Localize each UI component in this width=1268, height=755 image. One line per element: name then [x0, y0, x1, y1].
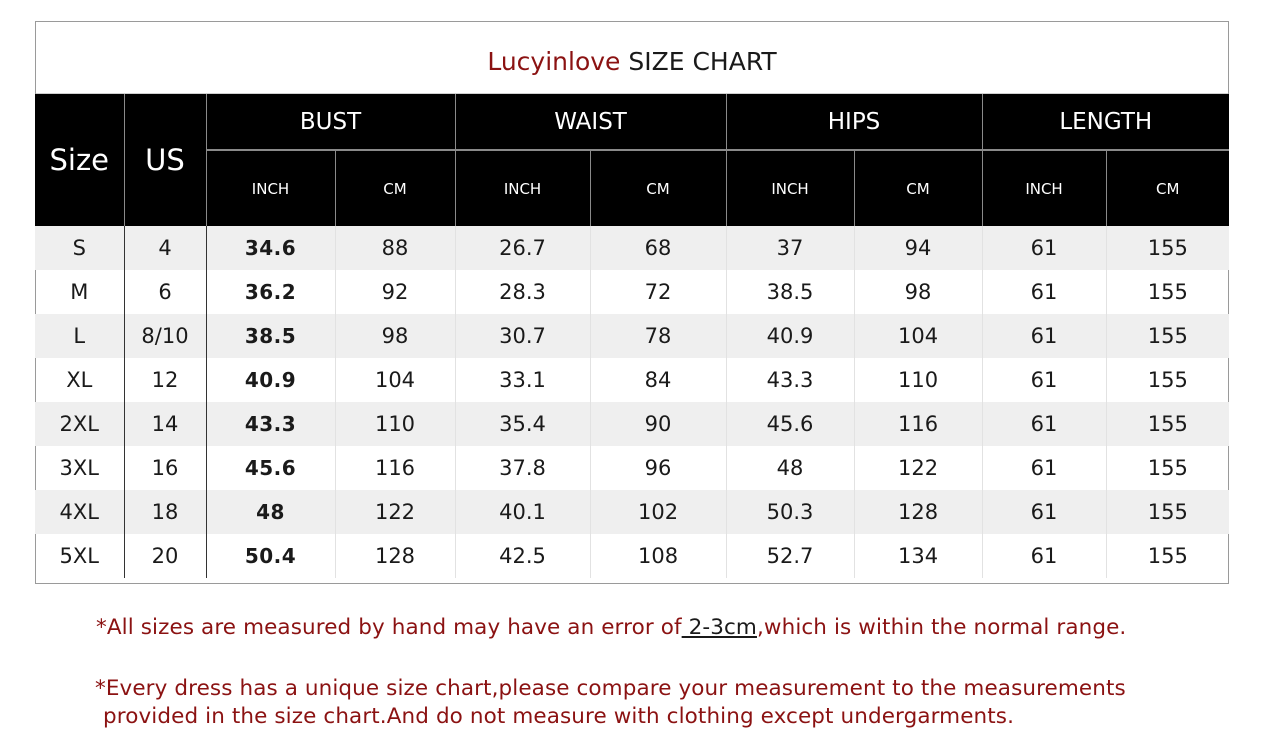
- measurement-cell: 50.3: [726, 490, 854, 534]
- measurement-cell: 84: [590, 358, 726, 402]
- measurement-cell: 122: [854, 446, 982, 490]
- size-cell: 2XL: [35, 402, 124, 446]
- measurement-cell: 104: [335, 358, 455, 402]
- measurement-cell: 94: [854, 226, 982, 270]
- measurement-cell: 78: [590, 314, 726, 358]
- measurement-cell: 155: [1106, 226, 1229, 270]
- measurement-cell: 61: [982, 490, 1106, 534]
- measurement-cell: 26.7: [455, 226, 590, 270]
- measurement-cell: 40.9: [206, 358, 335, 402]
- size-cell: 5XL: [35, 534, 124, 578]
- hips-header: HIPS: [726, 94, 982, 150]
- measurement-cell: 155: [1147, 544, 1188, 568]
- measurement-cell: 90: [590, 402, 726, 446]
- measurement-cell: 34.6: [206, 226, 335, 270]
- measurement-cell: 92: [335, 270, 455, 314]
- measurement-cell: 134: [854, 534, 982, 578]
- measurement-cell: 155: [1147, 368, 1188, 392]
- unit-header: CM: [854, 150, 982, 226]
- measurement-cell: 72: [590, 270, 726, 314]
- measurement-cell: 43.3: [206, 402, 335, 446]
- unit-header: CM: [590, 150, 726, 226]
- measurement-cell: 104: [854, 314, 982, 358]
- measurement-cell: 33.1: [455, 358, 590, 402]
- size-cell: L: [35, 314, 124, 358]
- compare-note-line1: *Every dress has a unique size chart,please compare your measurement to the measurements: [95, 676, 1126, 701]
- measurement-cell: 61: [982, 226, 1106, 270]
- measurement-cell: 110: [854, 358, 982, 402]
- size-table: [35, 94, 1229, 578]
- measurement-cell: 122: [335, 490, 455, 534]
- compare-note-line2: provided in the size chart.And do not measure with clothing except undergarments.: [103, 704, 1015, 729]
- unit-header: INCH: [206, 150, 335, 226]
- table-row: [35, 270, 1229, 314]
- us-cell: 6: [124, 270, 206, 314]
- us-cell: 8/10: [124, 314, 206, 358]
- measurement-cell: 61: [982, 358, 1106, 402]
- us-cell: 14: [124, 402, 206, 446]
- measurement-cell: 155: [1106, 314, 1229, 358]
- measurement-cell: 38.5: [726, 270, 854, 314]
- measurement-cell: 37: [726, 226, 854, 270]
- measurement-cell: 68: [590, 226, 726, 270]
- measurement-cell: 52.7: [726, 534, 854, 578]
- table-row: [35, 226, 1229, 270]
- measurement-cell: 28.3: [455, 270, 590, 314]
- chart-title: [36, 22, 1228, 94]
- measurement-cell: 155: [1147, 456, 1188, 480]
- measurement-cell: 155: [1147, 280, 1188, 304]
- measurement-cell: 30.7: [455, 314, 590, 358]
- measurement-cell: 42.5: [455, 534, 590, 578]
- measurement-cell: 40.9: [726, 314, 854, 358]
- us-cell: 4: [124, 226, 206, 270]
- bust-header: BUST: [206, 94, 455, 150]
- unit-header: INCH: [455, 150, 590, 226]
- measurement-cell: 61: [982, 314, 1106, 358]
- measurement-cell: 61: [982, 534, 1106, 578]
- size-cell: 3XL: [35, 446, 124, 490]
- table-row: [35, 314, 1229, 358]
- measurement-cell: 48: [726, 446, 854, 490]
- table-row: [35, 402, 1229, 446]
- measurement-cell: 40.1: [455, 490, 590, 534]
- title-text: SIZE CHART: [620, 47, 777, 76]
- measurement-cell: 96: [590, 446, 726, 490]
- measurement-cell: 61: [982, 270, 1106, 314]
- measurement-cell: 36.2: [206, 270, 335, 314]
- us-header: US: [124, 94, 206, 226]
- us-cell: 16: [124, 446, 206, 490]
- table-row: [35, 534, 1229, 578]
- error-range: 2-3cm: [681, 615, 757, 640]
- unit-header: CM: [1106, 150, 1229, 226]
- measurement-cell: 128: [335, 534, 455, 578]
- measurement-cell: 98: [335, 314, 455, 358]
- measurement-cell: 61: [982, 446, 1106, 490]
- measurement-cell: 45.6: [726, 402, 854, 446]
- size-cell: M: [35, 270, 124, 314]
- table-row: [35, 446, 1229, 490]
- measurement-cell: 45.6: [206, 446, 335, 490]
- unit-header: INCH: [726, 150, 854, 226]
- measurement-cell: 155: [1106, 402, 1229, 446]
- measurement-cell: 128: [854, 490, 982, 534]
- table-row: [35, 358, 1229, 402]
- measurement-cell: 48: [206, 490, 335, 534]
- measurement-cell: 110: [335, 402, 455, 446]
- measurement-cell: 116: [335, 446, 455, 490]
- us-cell: 20: [124, 534, 206, 578]
- measurement-cell: 61: [982, 402, 1106, 446]
- measurement-cell: 50.4: [206, 534, 335, 578]
- measurement-cell: 155: [1106, 490, 1229, 534]
- table-body: [35, 226, 1229, 578]
- us-cell: 12: [124, 358, 206, 402]
- measurement-cell: 37.8: [455, 446, 590, 490]
- note-text: *All sizes are measured by hand may have an error of: [96, 615, 682, 640]
- us-cell: 18: [124, 490, 206, 534]
- size-cell: S: [35, 226, 124, 270]
- unit-header: CM: [335, 150, 455, 226]
- unit-header: INCH: [982, 150, 1106, 226]
- size-cell: XL: [35, 358, 124, 402]
- measurement-error-note: [96, 615, 1126, 640]
- measurement-cell: 108: [590, 534, 726, 578]
- measurement-cell: 98: [854, 270, 982, 314]
- measurement-cell: 88: [335, 226, 455, 270]
- table-row: [35, 490, 1229, 534]
- brand-name: Lucyinlove: [487, 47, 621, 76]
- note-text: ,which is within the normal range.: [756, 615, 1127, 640]
- size-cell: 4XL: [35, 490, 124, 534]
- size-header: Size: [35, 94, 124, 226]
- length-header: LENGTH: [982, 94, 1229, 150]
- measurement-cell: 38.5: [206, 314, 335, 358]
- waist-header: WAIST: [455, 94, 726, 150]
- measurement-cell: 116: [854, 402, 982, 446]
- size-chart: [35, 21, 1229, 584]
- measurement-cell: 43.3: [726, 358, 854, 402]
- measurement-cell: 102: [590, 490, 726, 534]
- measurement-cell: 35.4: [455, 402, 590, 446]
